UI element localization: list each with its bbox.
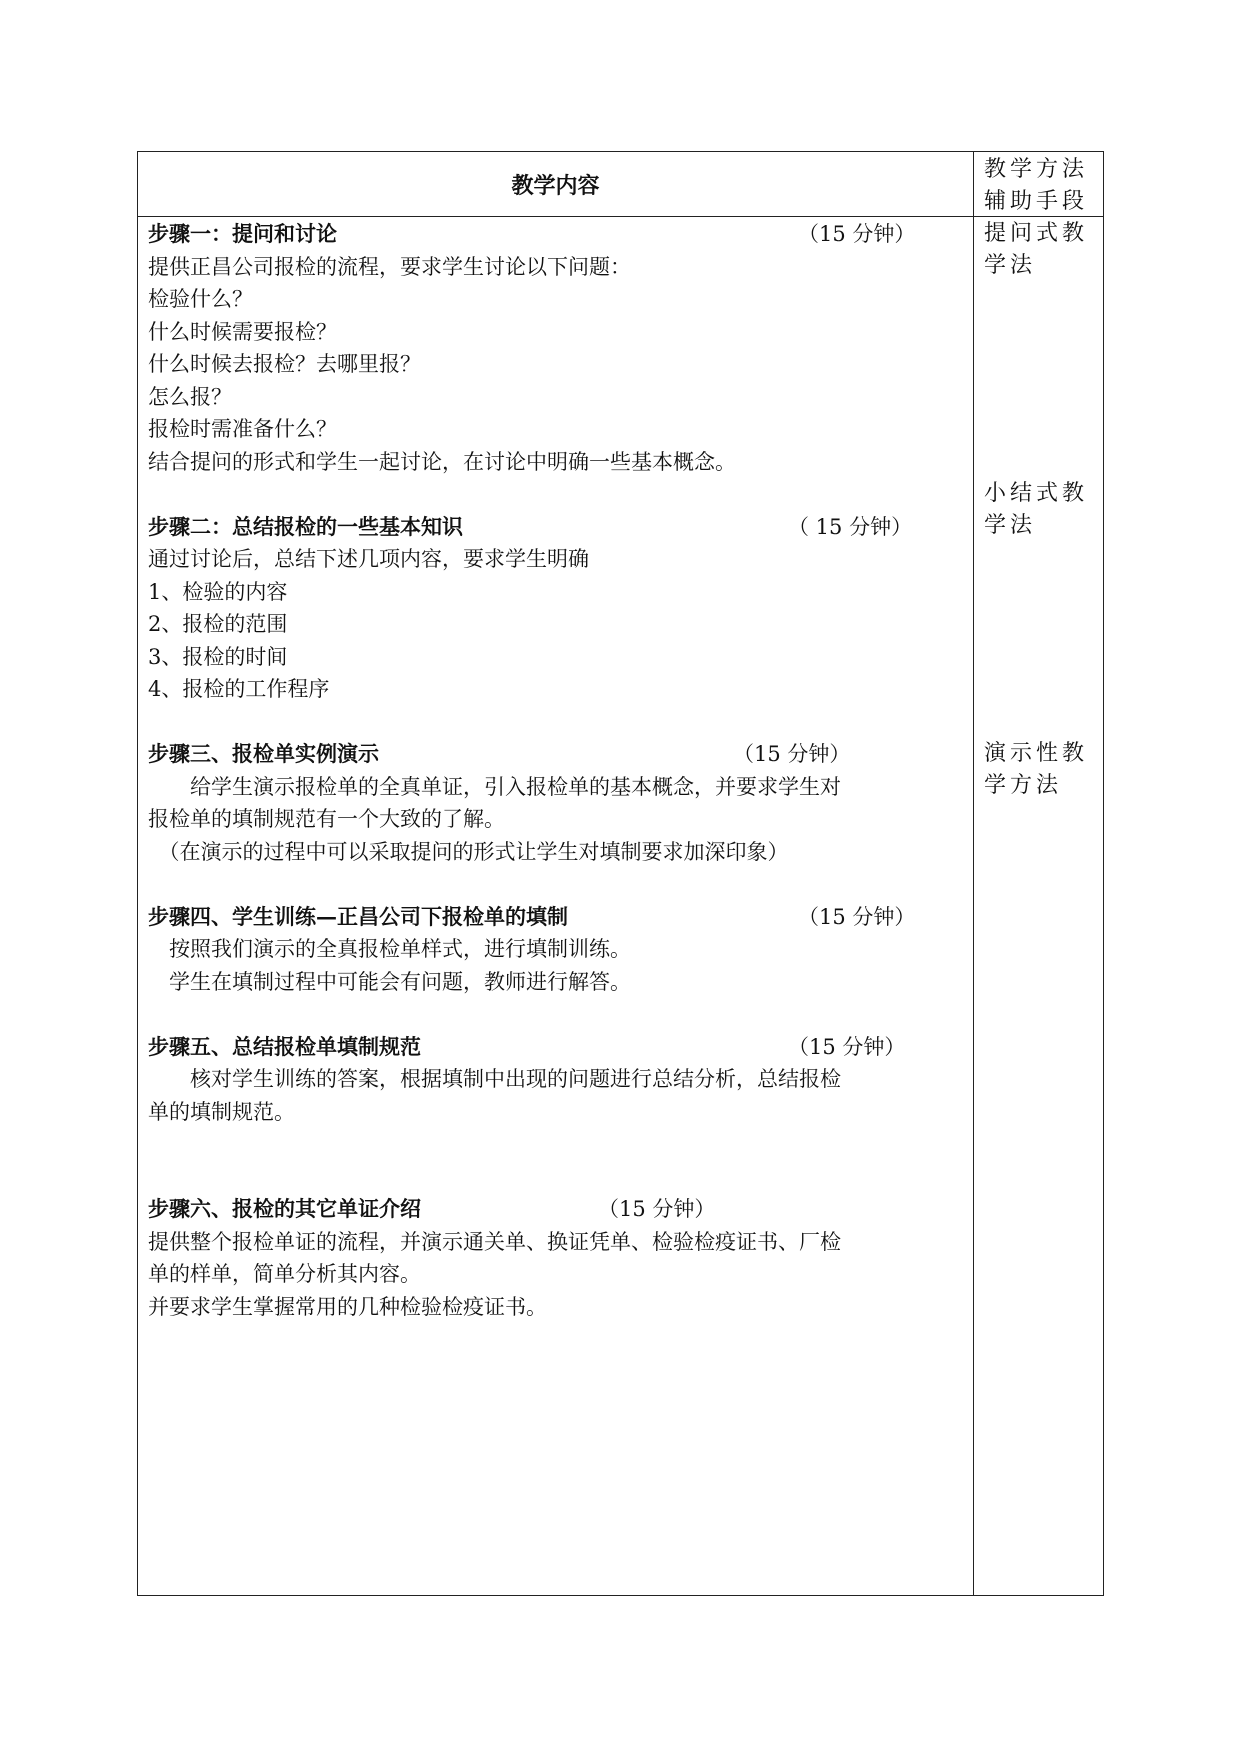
step-duration: （15 分钟） (598, 1197, 716, 1221)
lesson-plan-table (137, 151, 1104, 1596)
step-duration: （15 分钟） (733, 742, 851, 766)
content-line: （在演示的过程中可以采取提问的形式让学生对填制要求加深印象） (148, 839, 789, 864)
step-heading (148, 1031, 963, 1064)
method-questioning (984, 218, 1099, 282)
content-line: 4、报检的工作程序 (148, 677, 330, 701)
method-line2: 学方法 (984, 773, 1063, 798)
content-line: 检验什么？ (148, 287, 253, 311)
content-line: 怎么报？ (148, 384, 232, 409)
step-title: 步骤五、总结报检单填制规范 (148, 1033, 421, 1059)
method-summary (984, 478, 1099, 542)
teaching-content (148, 218, 963, 1323)
content-line: 按照我们演示的全真报检单样式，进行填制训练。 (148, 937, 631, 961)
method-demonstration (984, 738, 1099, 802)
content-line: 什么时候去报检？去哪里报？ (148, 352, 421, 376)
step-duration: （15 分钟） (798, 222, 916, 246)
step-title: 步骤三、报检单实例演示 (148, 741, 379, 766)
header-content-title: 教学内容 (511, 172, 600, 199)
step-heading (148, 218, 963, 251)
content-line: 通过讨论后，总结下述几项内容，要求学生明确 (148, 547, 589, 571)
content-line: 学生在填制过程中可能会有问题，教师进行解答。 (148, 969, 631, 994)
method-line2: 学法 (984, 253, 1037, 278)
step-heading (148, 511, 963, 544)
content-line: 核对学生训练的答案，根据填制中出现的问题进行总结分析，总结报检 (148, 1067, 841, 1091)
header-methods-line2: 辅助手段 (984, 189, 1089, 214)
content-line: 提供正昌公司报检的流程，要求学生讨论以下问题： (148, 254, 631, 279)
content-line: 2、报检的范围 (148, 612, 288, 636)
step-heading (148, 1193, 963, 1226)
step-title: 步骤一：提问和讨论 (148, 221, 337, 246)
content-line: 给学生演示报检单的全真单证，引入报检单的基本概念，并要求学生对 (148, 774, 841, 799)
step-duration: （ 15 分钟） (788, 514, 913, 539)
method-line2: 学法 (984, 513, 1037, 538)
content-line: 报检单的填制规范有一个大致的了解。 (148, 807, 505, 831)
content-line: 什么时候需要报检？ (148, 319, 337, 344)
step-title: 步骤六、报检的其它单证介绍 (148, 1196, 421, 1221)
content-line: 单的填制规范。 (148, 1099, 295, 1124)
header-methods-title (974, 154, 1102, 218)
header-divider (138, 216, 1103, 217)
step-duration: （15 分钟） (788, 1034, 906, 1059)
content-line: 单的样单，简单分析其内容。 (148, 1262, 421, 1286)
header-methods-line1: 教学方法 (984, 157, 1089, 182)
column-divider (973, 152, 974, 1595)
step-title: 步骤四、学生训练—正昌公司下报检单的填制 (148, 903, 568, 929)
method-line1: 提问式教 (984, 221, 1089, 246)
content-line: 3、报检的时间 (148, 644, 288, 669)
step-title: 步骤二：总结报检的一些基本知识 (148, 513, 463, 539)
content-line: 结合提问的形式和学生一起讨论，在讨论中明确一些基本概念。 (148, 449, 736, 474)
step-heading (148, 901, 963, 934)
content-line: 报检时需准备什么？ (148, 417, 337, 441)
content-line: 并要求学生掌握常用的几种检验检疫证书。 (148, 1294, 547, 1319)
method-line1: 小结式教 (984, 481, 1089, 506)
content-line: 1、检验的内容 (148, 579, 288, 604)
step-heading (148, 738, 963, 771)
step-duration: （15 分钟） (798, 904, 916, 929)
method-line1: 演示性教 (984, 741, 1089, 766)
content-line: 提供整个报检单证的流程，并演示通关单、换证凭单、检验检疫证书、厂检 (148, 1229, 841, 1254)
